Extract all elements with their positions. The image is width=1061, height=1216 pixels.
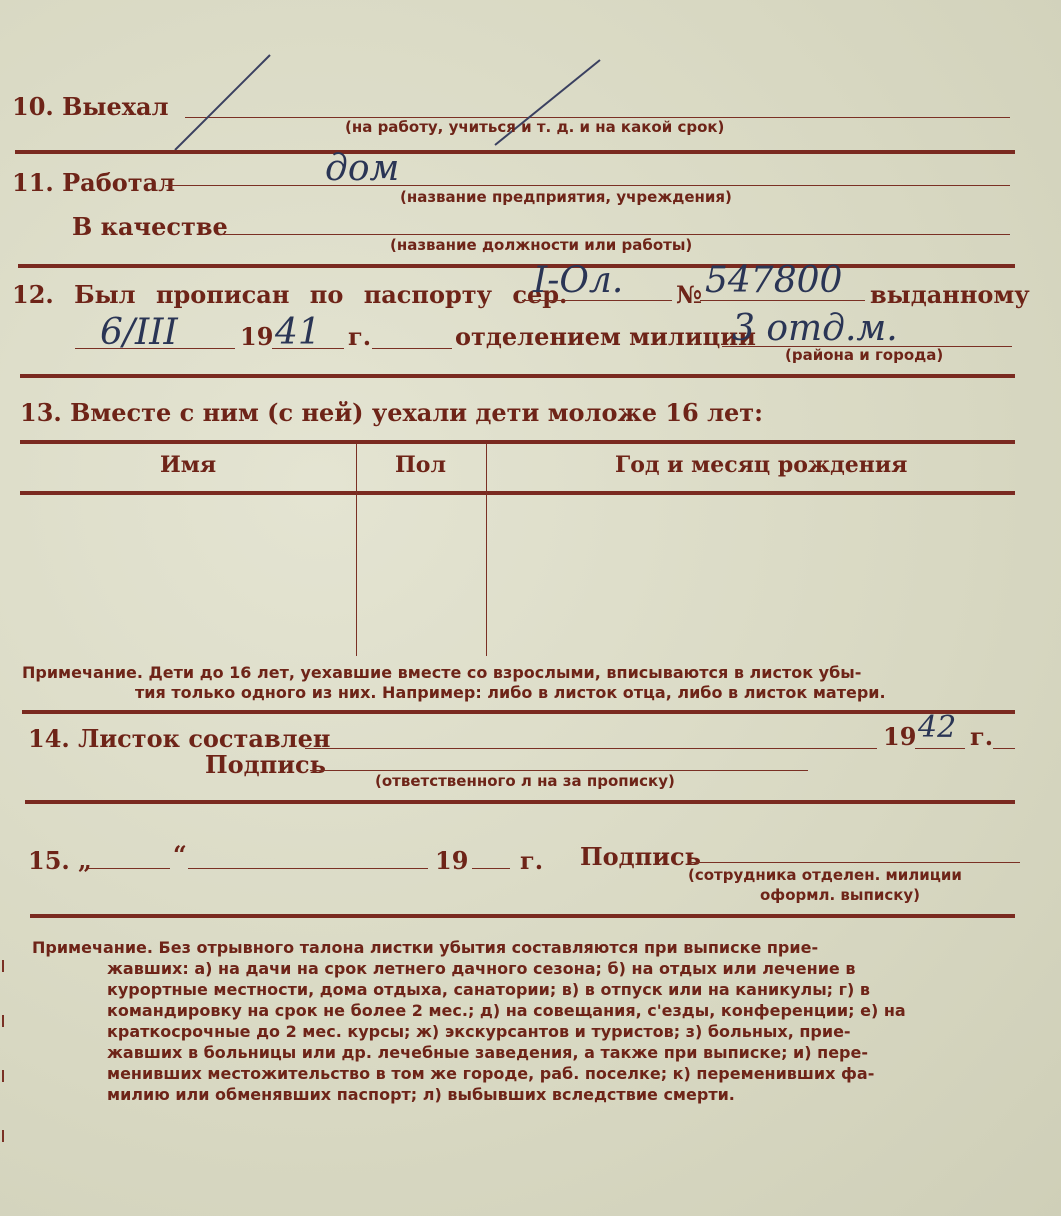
item14-label: 14. Листок составлен <box>28 724 331 753</box>
item14-tail-line <box>993 748 1015 749</box>
table-header-border <box>20 491 1015 495</box>
item10-hint: (на работу, учиться и т. д. и на какой срок) <box>345 118 725 136</box>
item14-signature-label: Подпись <box>205 750 326 779</box>
footnote-line: жавших: а) на дачи на срок летнего дачного сезона; б) на отдых или лечение в <box>107 959 856 978</box>
footnote-block <box>32 937 906 1105</box>
item11-hint: (название предприятия, учреждения) <box>400 188 732 206</box>
item12-series-handwritten: I-Ол. <box>533 260 624 301</box>
item13-note-line2: тия только одного из них. Например: либо в листок отца, либо в листок матери. <box>135 683 886 702</box>
item14-signature-line <box>310 770 808 771</box>
item14-signature-hint: (ответственного л на за прописку) <box>375 772 675 790</box>
item15-signature-line <box>690 862 1020 863</box>
divider-14 <box>25 800 1015 804</box>
footnote-line: менивших местожительство в том же городе, раб. поселке; к) переменивших фа- <box>107 1064 875 1083</box>
divider-10 <box>15 150 1015 154</box>
footnote-line: Примечание. Без отрывного талона листки убытия составляются при выписке прие- <box>32 938 819 957</box>
footnote-line: курортные местности, дома отдыха, санатории; в) в отпуск или на каникулы; г) в <box>107 980 871 999</box>
item12-police-handwritten: 3 отд.м. <box>732 308 898 349</box>
item14-year-suffix: г. <box>970 722 994 751</box>
item11-role-hint: (название должности или работы) <box>390 236 693 254</box>
item14-year-line <box>915 748 965 749</box>
divider-12 <box>20 374 1015 378</box>
divider-13 <box>22 710 1015 714</box>
item12-date-line <box>75 348 235 349</box>
item13-label: 13. Вместе с ним (с ней) уехали дети моложе 16 лет: <box>20 398 764 427</box>
item15-year-line <box>472 868 510 869</box>
item11-role-line <box>222 234 1010 235</box>
table-header-sex: Пол <box>395 452 446 478</box>
item15-quote-close: “ <box>173 840 187 869</box>
item15-hint-line2: оформл. выписку) <box>760 886 921 904</box>
table-header-name: Имя <box>160 452 217 478</box>
item12-number-handwritten: 547800 <box>705 260 843 301</box>
item14-date-line <box>305 748 877 749</box>
item15-quote-open: „ <box>78 846 92 875</box>
item11-field-line <box>165 185 1010 186</box>
item15-day-line <box>88 868 170 869</box>
item12-number-sign: № <box>676 280 703 309</box>
table-header-birth: Год и месяц рождения <box>615 452 908 478</box>
item12-label: 12. Был прописан по паспорту сер. <box>12 280 568 309</box>
item13-note-line1: Примечание. Дети до 16 лет, уехавшие вместе со взрослыми, вписываются в листок убы- <box>22 663 862 682</box>
item11-label: 11. Работал <box>12 168 176 197</box>
item15-signature-label: Подпись <box>580 842 701 871</box>
item15-label: 15. <box>28 846 70 875</box>
item12-police-label: отделением милиции <box>455 322 756 351</box>
perforation-marks <box>2 960 6 1160</box>
divider-11 <box>18 264 1015 268</box>
item11-role-label: В качестве <box>72 212 228 241</box>
item12-year-suffix: г. <box>348 322 372 351</box>
footnote-line: жавших в больницы или др. лечебные заведения, а также при выписке; и) пере- <box>107 1043 868 1062</box>
item15-year-suffix: г. <box>520 846 544 875</box>
item14-year-prefix: 19 <box>883 722 917 751</box>
table-col-divider-1 <box>356 444 357 656</box>
item15-year-prefix: 19 <box>435 846 469 875</box>
table-col-divider-2 <box>486 444 487 656</box>
item12-series-line <box>522 300 672 301</box>
item15-month-line <box>188 868 428 869</box>
item15-hint-line1: (сотрудника отделен. милиции <box>688 866 962 884</box>
item12-issued-label: выданному <box>870 280 1030 309</box>
item12-year-line <box>272 348 344 349</box>
item12-police-hint: (района и города) <box>785 346 944 364</box>
item12-date-handwritten: 6/III <box>100 312 178 353</box>
item14-year-handwritten: 42 <box>918 710 957 745</box>
divider-15 <box>30 914 1015 918</box>
footnote-line: командировку на срок не более 2 мес.; д) на совещания, с'езды, конференции; е) на <box>107 1001 906 1020</box>
item12-number-line <box>700 300 865 301</box>
table-top-border <box>20 440 1015 444</box>
item12-gap-line <box>372 348 452 349</box>
item10-label: 10. Выехал <box>12 92 169 121</box>
footnote-line: милию или обменявших паспорт; л) выбывших вследствие смерти. <box>107 1085 735 1104</box>
item12-year-handwritten: 41 <box>275 312 321 353</box>
footnote-line: краткосрочные до 2 мес. курсы; ж) экскурсантов и туристов; з) больных, прие- <box>107 1022 851 1041</box>
item11-handwritten-workplace: дом <box>325 148 400 189</box>
item12-year-prefix: 19 <box>240 322 274 351</box>
